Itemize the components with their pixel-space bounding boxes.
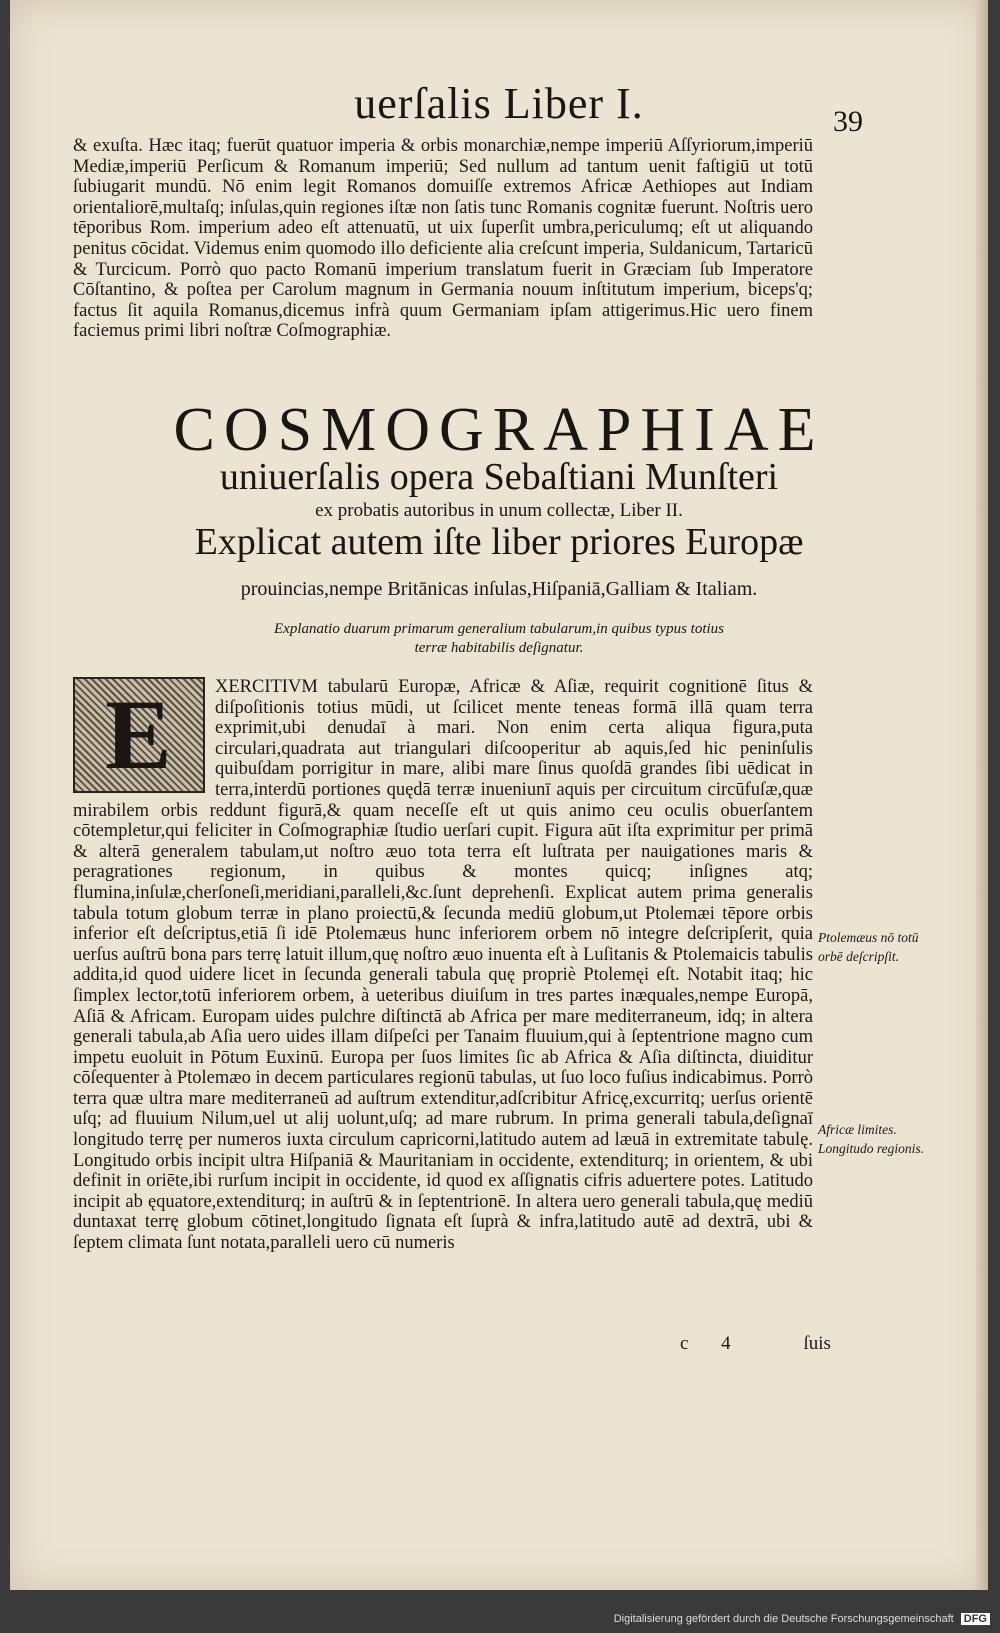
- page-edge: [976, 0, 988, 1590]
- body-paragraph-block: [73, 677, 813, 1254]
- dfg-logo: DFG: [961, 1613, 990, 1625]
- top-paragraph: & exuſta. Hæc itaq; fuerūt quatuor imperia & orbis monarchiæ,nempe imperiū Aſſyriorum,imperiū Mediæ,imperiū Perſicum & Romanum imperiū; Sed nullum ad tantum uenit faſtigiū ut totū ſubiugarit mundū. Nō enim legit Romanos domuiſſe extremos Africæ Aethiopes aut Indiam orientaliorē,multaſq; inſulas,quin regiones iſtæ non ſatis tunc Romanis cognitæ fuerunt. Noſtris uero tēporibus Rom. imperium adeo eſt attenuatū, ut uix ſuperſit umbra,periculumq; eſt ut aliquando penitus cōcidat. Videmus enim quomodo illo deficiente alia creſcunt imperia, Suldanicum, Tartaricū & Turcicum. Porrò quo pacto Romanū imperium translatum fuerit in Græciam ſub Imperatore Cōſtantino, & poſtea per Carolum magnum in Germania nouum inſtitutum imperium, biceps'q; factus ſit aquila Romanus,dicemus infrà quum Germaniam ipſam attigerimus.Hic uero finem faciemus primi libri noſtræ Coſmographiæ.: [73, 136, 813, 342]
- catchline: [680, 1333, 871, 1355]
- margin-note-ptolemaeus: Ptolemæus nō totū orbē deſcripſit.: [818, 930, 919, 964]
- digitization-footer: [614, 1613, 990, 1625]
- book-page: [10, 0, 988, 1590]
- page-number: 39: [833, 105, 863, 138]
- title-provinces: prouincias,nempe Britānicas inſulas,Hiſpaniā,Galliam & Italiam.: [240, 578, 758, 600]
- margin-note-africa: Africæ limites. Longitudo regionis.: [818, 1122, 925, 1156]
- signature-mark: c 4: [680, 1333, 731, 1354]
- title-main: COSMOGRAPHIAE: [173, 396, 825, 464]
- footer-text: Digitalisierung gefördert durch die Deutsche Forschungsgemeinschaft: [613, 1613, 954, 1625]
- initial-letter: E: [105, 679, 172, 790]
- body-paragraph: XERCITIVM tabularū Europæ, Africæ & Aſiæ, requirit cognitionē ſitus & diſpoſitionis totius mūdi, ut ſcilicet mente teneas formā illā quam terra exprimit,ubi denudaī à mari. Non enim certa aliqua figura,puta circulari,quadrata aut triangulari diſcooperitur ab aquis,ſed hic peninſulis quibuſdam porrigitur in mare, alibi mare ſinus quoſdā grandes ſibi uēdicat in terra,interdū portiones quędā terræ inueniunī aquis per circuitum circūfuſæ,quæ mirabilem orbis reddunt figurā,& quam neceſſe eſt ut quis animo ceu oculis obuerſantem cōtempletur,qui feliciter in Coſmographiæ ſtudio uerſari cupit. Figura aūt iſta exprimitur per primā & alterā generalem tabulam,ut noſtro æuo tota terra eſt luſtrata per nauigationes maris & peragrationes regionum, in quibus & montes quicq; inſignes atq; flumina,inſulæ,cherſoneſi,meridiani,paralleli,&c.ſunt deprehenſi. Explicat autem prima generalis tabula totum globum terræ in plano proiectū,& ſecunda mediū globum,ut Ptolemæi tēpore orbis inferior eſt deſcriptus,etiā ſi idē Ptolemæus hunc inferiorem orbem nō integre deſcripſerit, quia uerſus auſtrū bona pars terrę latuit illum,quę noſtro æuo inuenta eſt à Luſitanis & Ptolemaicis tabulis addita,id quod uidere licet in ſecunda generali tabula quę propriè Ptolemęi eſt. Notabit itaq; hic ſimplex lector,totū inferiorem orbem, à ueteribus diuiſum in tres partes inæquales,nempe Europā, Aſiā & Africam. Europam uides pulchre diſtinctā ab Africa per mare mediterraneum, idq; in altera generali tabula,ab Aſia uero uides illam diſpeſci per Tanaim fluuium,qui à ſeptentrione magno cum impetu euoluit in Pōtum Euxinū. Europa per ſuos limites ſic ab Africa & Aſia diſtincta, diuiditur cōſequenter à Ptolemæo in decem particulares regionū tabulas, ut ſuo loco fuſius indicabimus. Porrò terra quæ ultra mare mediterraneū ad auſtrum extenditur,adſcribitur Africę,excurritq; uerſus orientē uſq; ad fluuium Nilum,uel ut alij uolunt,uſq; ad mare rubrum. In prima generali tabula,deſignaī longitudo terrę per numeros iuxta circulum capricorni,latitudo autem ad læuā in extremitate tabulę. Longitudo orbis incipit ultra Hiſpaniā & Mauritaniam in occidente, extenditurq; in orientem, & ubi definit in oriēte,ibi rurſum incipit in occidente, id quod ex aſſignatis cifris aduertere potes. Latitudo incipit ab ęquatore,extenditurq; in auſtrū & in ſeptentrionē. In altera uero generali tabula,quę mediū duntaxat terrę globum cōtinet,longitudo ſignata eſt ſuprà & infra,latitudo autē ad dextrā, ubi & ſeptem climata ſunt notata,paralleli uero cū numeris: [73, 677, 813, 1254]
- title-sub: uniuerſalis opera Sebaſtiani Munſteri: [219, 456, 779, 498]
- explanatio-text: Explanatio duarum primarum generalium tabularum,in quibus typus totius terræ habitabilis deſignatur.: [274, 621, 724, 656]
- title-explicat: Explicat autem iſte liber priores Europæ: [194, 521, 804, 563]
- decorated-initial: [73, 677, 205, 793]
- catchword: ſuis: [803, 1333, 831, 1354]
- explanatio-heading: [10, 620, 988, 658]
- title-small: ex probatis autoribus in unum collectæ, Liber II.: [315, 500, 683, 521]
- running-head: uerſalis Liber I.: [354, 79, 644, 128]
